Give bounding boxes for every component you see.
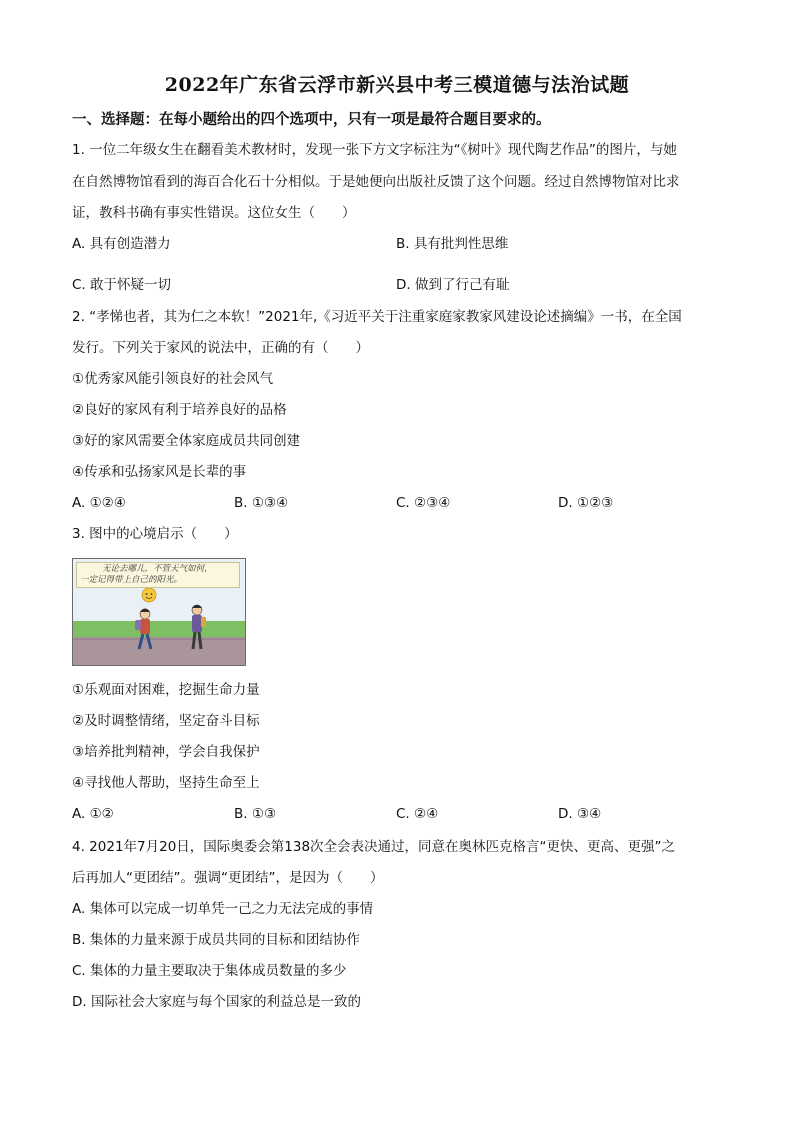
q2-option-d[interactable]: D. ①②③ (558, 495, 614, 511)
comic-caption-line-2: 一定记得带上自己的阳光。 (80, 575, 183, 585)
q1-line-3: 证，教科书确有事实性错误。这位女生（ ） (72, 205, 356, 221)
q3-line-1: 3. 图中的心境启示（ ） (72, 526, 238, 542)
q2-statement-4: ④传承和弘扬家风是长辈的事 (72, 464, 247, 480)
comic-caption-line-1: 无论去哪儿，不管天气如何， (102, 564, 213, 574)
q2-option-c[interactable]: C. ②③④ (396, 495, 451, 511)
q3-statement-3: ③培养批判精神，学会自我保护 (72, 744, 260, 760)
comic-caption (76, 562, 240, 588)
q1-option-a[interactable]: A. 具有创造潜力 (72, 236, 171, 252)
q1-option-d[interactable]: D. 做到了行己有耻 (396, 277, 510, 293)
q2-option-a[interactable]: A. ①②④ (72, 495, 126, 511)
q4-line-2: 后再加人“更团结”。强调“更团结”，是因为（ ） (72, 870, 384, 886)
q1-option-c[interactable]: C. 敢于怀疑一切 (72, 277, 172, 293)
q2-line-1: 2. “孝悌也者，其为仁之本软！”2021年,《习近平关于注重家庭家教家风建设论述摘编》一书，在全国 (72, 309, 682, 325)
q2-statement-1: ①优秀家风能引领良好的社会风气 (72, 371, 274, 387)
q3-option-b[interactable]: B. ①③ (234, 806, 277, 822)
q1-line-2: 在自然博物馆看到的海百合化石十分相似。于是她便向出版社反馈了这个问题。经过自然博物馆对比求 (72, 174, 680, 190)
q4-option-d[interactable]: D. 国际社会大家庭与每个国家的利益总是一致的 (72, 994, 361, 1010)
q4-line-1: 4. 2021年7月20日，国际奥委会第138次全会表决通过，同意在奥林匹克格言“更快、更高、更强”之 (72, 839, 676, 855)
q2-statement-2: ②良好的家风有利于培养良好的品格 (72, 402, 287, 418)
q4-option-a[interactable]: A. 集体可以完成一切单凭一己之力无法完成的事情 (72, 901, 374, 917)
comic-figure (72, 558, 246, 666)
q3-option-a[interactable]: A. ①② (72, 806, 114, 822)
q3-statement-1: ①乐观面对困难，挖掘生命力量 (72, 682, 260, 698)
q3-option-c[interactable]: C. ②④ (396, 806, 439, 822)
page-title: 2022年广东省云浮市新兴县中考三模道德与法治试题 (164, 74, 630, 96)
q1-line-1: 1. 一位二年级女生在翻看美术教材时，发现一张下方文字标注为“《树叶》现代陶艺作品”的图片，与她 (72, 142, 677, 158)
q1-option-b[interactable]: B. 具有批判性思维 (396, 236, 509, 252)
section-heading: 一、选择题：在每小题给出的四个选项中，只有一项是最符合题目要求的。 (72, 111, 551, 128)
q2-line-2: 发行。下列关于家风的说法中，正确的有（ ） (72, 340, 369, 356)
q2-option-b[interactable]: B. ①③④ (234, 495, 289, 511)
q2-statement-3: ③好的家风需要全体家庭成员共同创建 (72, 433, 301, 449)
q4-option-b[interactable]: B. 集体的力量来源于成员共同的目标和团结协作 (72, 932, 360, 948)
q4-option-c[interactable]: C. 集体的力量主要取决于集体成员数量的多少 (72, 963, 347, 979)
q3-statement-4: ④寻找他人帮助，坚持生命至上 (72, 775, 260, 791)
q3-option-d[interactable]: D. ③④ (558, 806, 602, 822)
q3-statement-2: ②及时调整情绪，坚定奋斗目标 (72, 713, 260, 729)
